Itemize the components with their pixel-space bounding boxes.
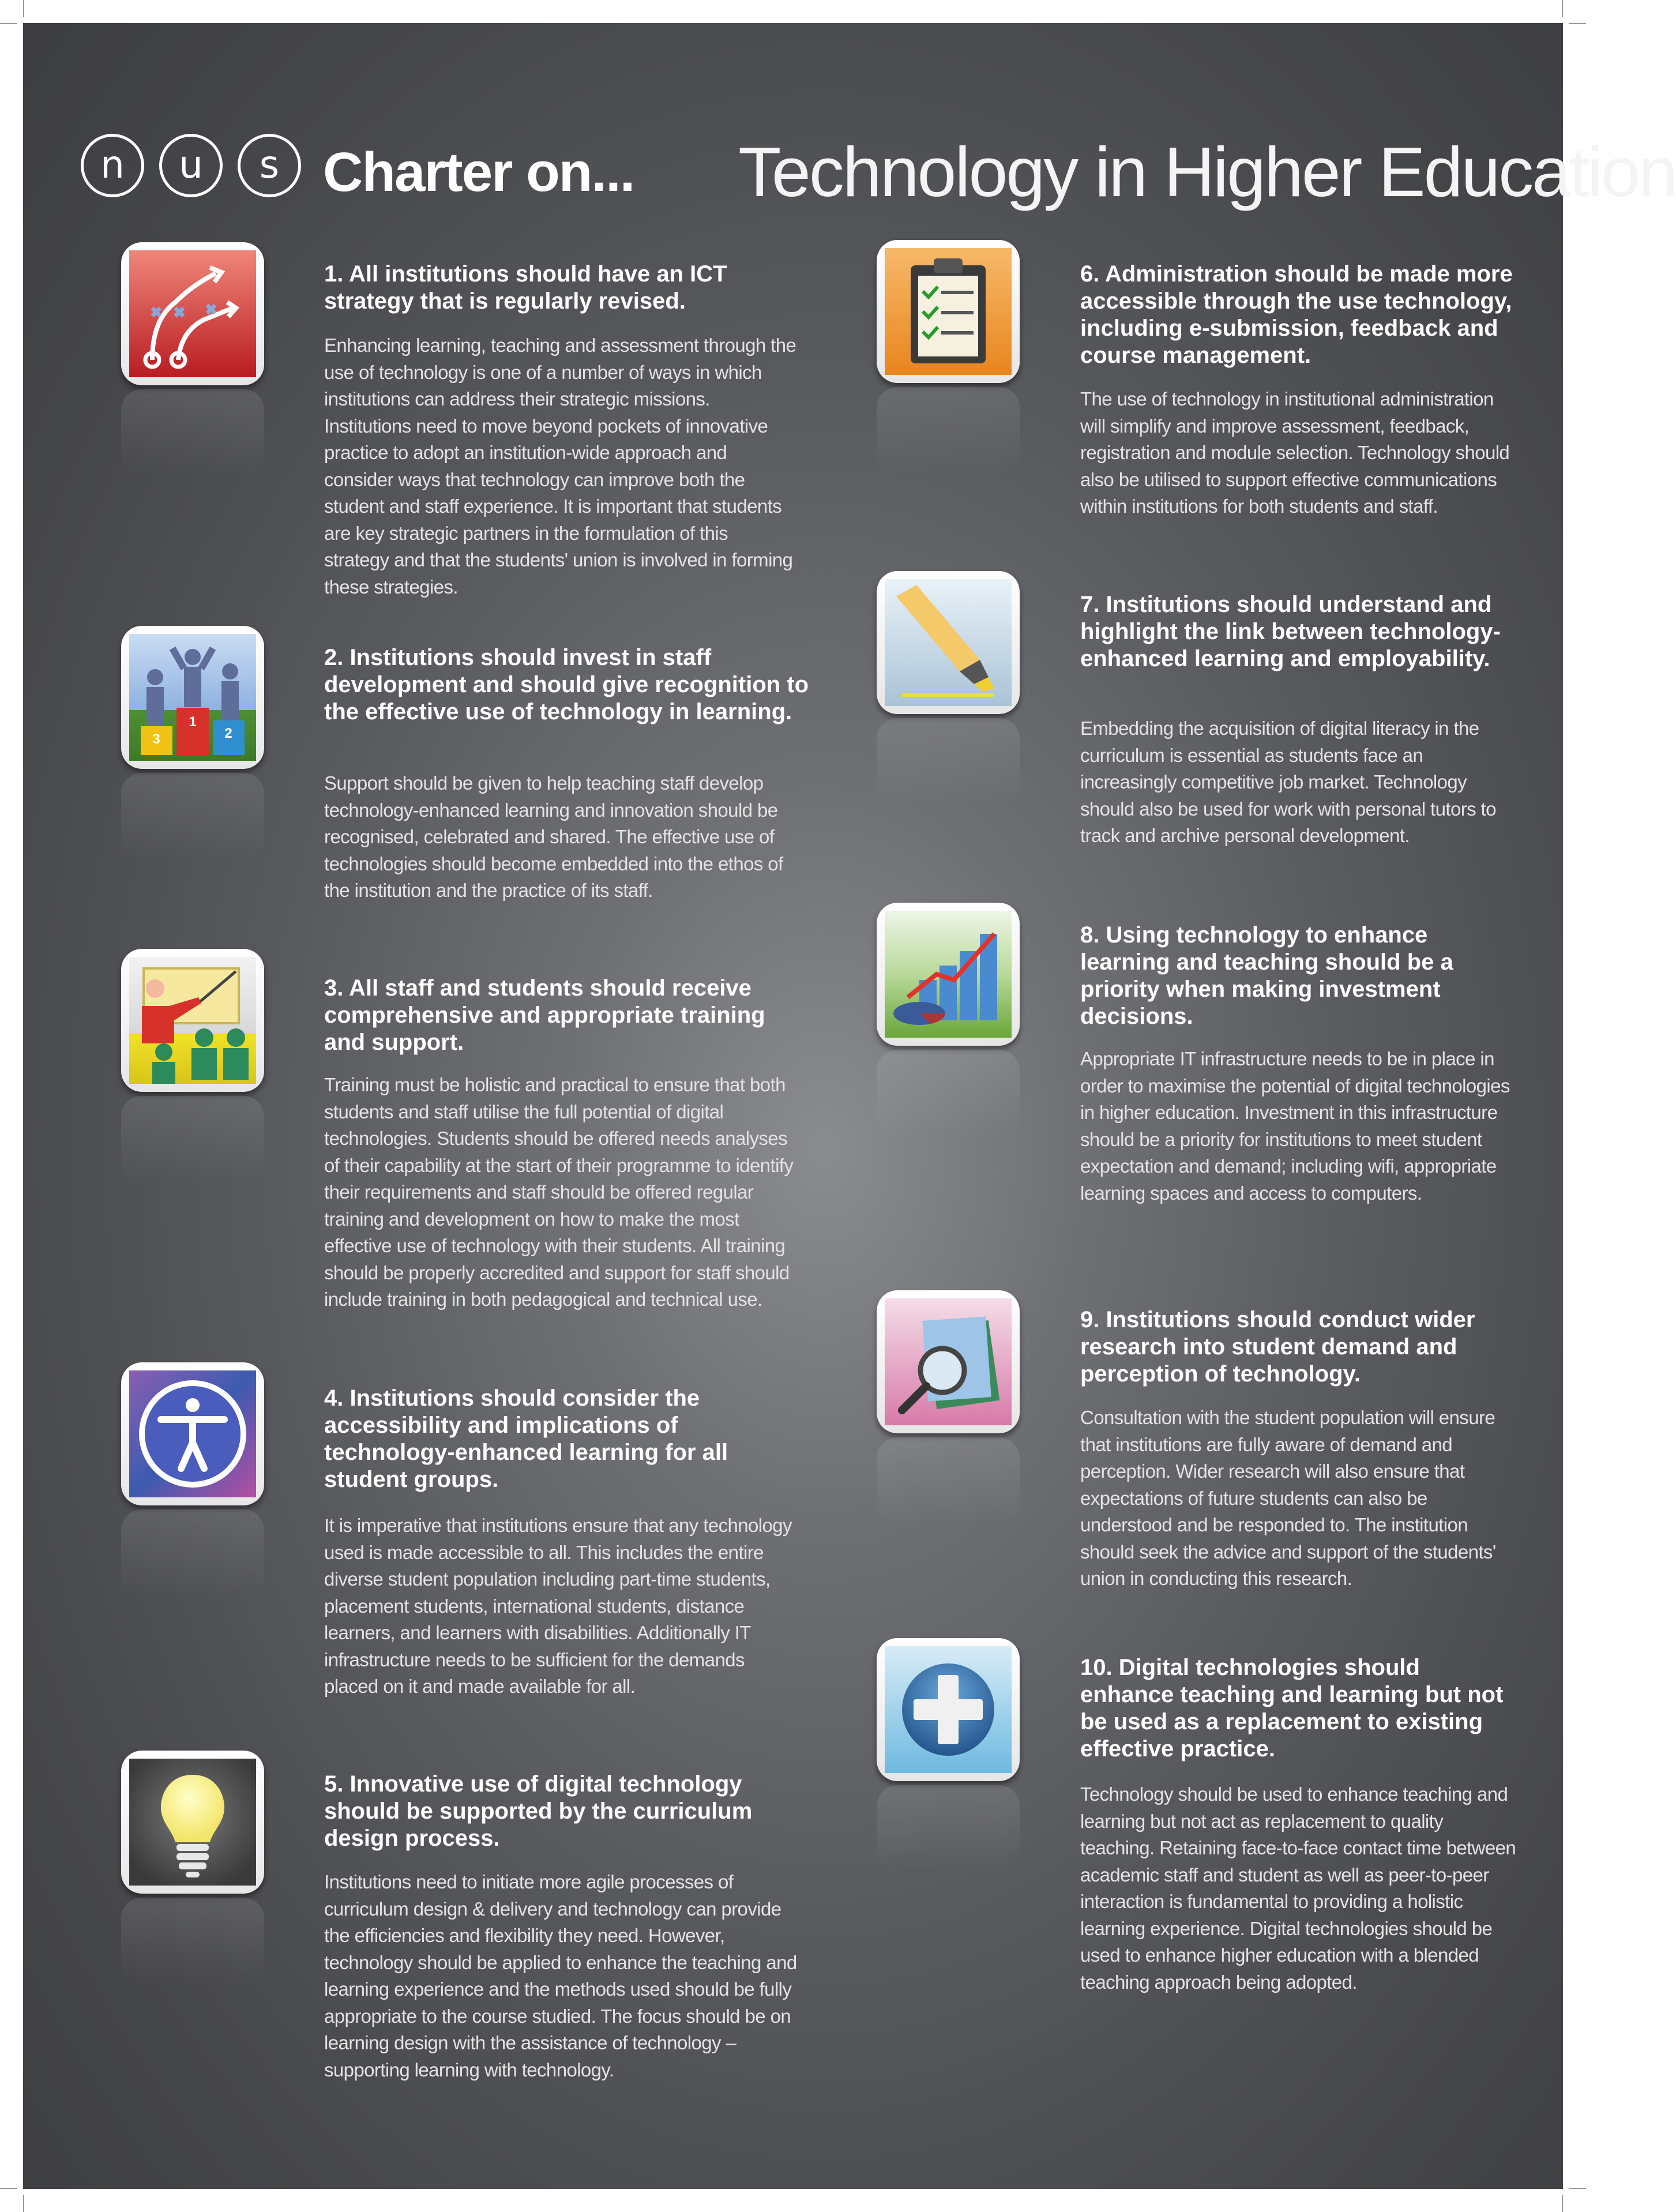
item-heading: 7. Institutions should understand and highlight the link between technology-enhanced learning and employability. [1080,592,1501,671]
title-bold: Charter on... [323,141,634,203]
magnifying-glass-research-icon [885,1298,1012,1425]
item-body: Consultation with the student population will ensure that institutions are fully aware of demand and perception. Wider research will also ensure that expectations of future students can also be understood and be responded to. The institution should seek the advice and support of the students' union in conducting this research. [1080,1407,1496,1589]
crop-mark [1562,2195,1563,2212]
poster [23,23,1676,2189]
item-body: Embedding the acquisition of digital literacy in the curriculum is essential as students face an increasingly competitive job market. Technology should also be used for work with personal tutors to track and archive personal development. [1080,718,1496,846]
icon-tile [877,1638,1020,1781]
item-heading: 5. Innovative use of digital technology should be supported by the curriculum design process. [324,1771,753,1851]
icon-reflection [877,1050,1020,1136]
crop-mark [0,2188,17,2189]
item-heading: 10. Digital technologies should enhance teaching and learning but not be used as a replacement to existing effective practice. [1080,1655,1504,1762]
item-body: It is imperative that institutions ensure that any technology used is made accessible to all. This includes the entire diverse student population including part-time students, placement students, international students, distance learners, and learners with disabilities. Additionally IT infrastructure needs to be sufficient for the demands placed on it and made available for all. [324,1515,792,1697]
icon-reflection [121,773,264,859]
growth-chart-icon [885,911,1012,1038]
icon-tile [877,1290,1020,1433]
plus-cross-icon [885,1646,1012,1773]
item-body: The use of technology in institutional administration will simplify and improve assessment, feedback, registration and module selection. Technology should also be utilised to support effective communications within institutions for both students and staff. [1080,388,1510,517]
icon-reflection [877,1785,1020,1872]
icon-tile [877,240,1020,383]
winners-podium-icon [129,634,256,761]
accessibility-person-icon [129,1370,256,1497]
title-light: Technology in Higher Education [738,133,1676,211]
podium-label-1: 1 [189,714,197,730]
crop-mark [1569,2188,1586,2189]
presenter-training-icon [129,957,256,1084]
header [81,108,1676,224]
item-body: Appropriate IT infrastructure needs to be in place in order to maximise the potential of digital technologies in higher education. Investment in this infrastructure should be a priority for institutions to meet student expectation and demand; including wifi, appropriate learning spaces and access to computers. [1080,1048,1510,1204]
icon-tile [121,949,264,1092]
icon-reflection [121,1096,264,1182]
icon-reflection [877,718,1020,805]
crop-mark [1569,23,1586,24]
icon-reflection [877,387,1020,474]
logo-letter-n: n [81,134,144,197]
icon-tile [121,1751,264,1894]
logo-letter-s: s [238,134,301,197]
item-heading: 8. Using technology to enhance learning and teaching should be a priority when making investment decisions. [1080,922,1453,1029]
icon-reflection [121,1898,264,1984]
icon-reflection [121,1509,264,1596]
icon-tile [877,571,1020,714]
item-body: Technology should be used to enhance teaching and learning but not act as replacement to quality teaching. Retaining face-to-face contact time between academic staff and student as well as peer-to-peer interaction is fundamental to providing a holistic learning experience. Digital technologies should be used to enhance higher education with a blended teaching approach being adopted. [1080,1783,1516,1993]
crop-mark [23,2195,24,2212]
icon-tile [121,1362,264,1505]
strategy-play-diagram-icon [129,250,256,377]
icon-tile [877,903,1020,1046]
item-heading: 3. All staff and students should receive comprehensive and appropriate training and support. [324,975,765,1055]
highlighter-pen-icon [885,579,1012,706]
logo-letter-u: u [159,134,223,197]
icon-tile [121,626,264,769]
item-heading: 1. All institutions should have an ICT strategy that is regularly revised. [324,261,727,314]
clipboard-checklist-icon [885,248,1012,375]
crop-mark [0,23,17,24]
item-heading: 9. Institutions should conduct wider research into student demand and perception of technology. [1080,1307,1475,1387]
item-body: Enhancing learning, teaching and assessment through the use of technology is one of a number of ways in which institutions can address their strategic missions. Institutions need to move beyond pockets of innovative practice to adopt an institution-wide approach and consider ways that technology can improve both the student and staff experience. It is important that students are key strategic partners in the formulation of this strategy and that the students' union is involved in forming these strategies. [324,335,796,598]
item-heading: 6. Administration should be made more accessible through the use technology, including e-submission, feedback and course management. [1080,261,1513,368]
item-heading: 4. Institutions should consider the accessibility and implications of technology-enhanced learning for all student groups. [324,1385,728,1492]
icon-reflection [121,389,264,476]
crop-mark [23,0,24,17]
item-body: Support should be given to help teaching staff develop technology-enhanced learning and innovation should be recognised, celebrated and shared. The effective use of technologies should become embedded into the ethos of the institution and the practice of its staff. [324,772,783,901]
item-heading: 2. Institutions should invest in staff development and should give recognition to the effective use of technology in learning. [324,645,809,724]
lightbulb-icon [129,1759,256,1886]
icon-reflection [877,1437,1020,1524]
icon-tile [121,242,264,385]
item-body: Institutions need to initiate more agile processes of curriculum design & delivery and technology can provide the efficiencies and flexibility they need. However, technology should be applied to enhance the teaching and learning experience and the methods used should be fully appropriate to the course studied. The focus should be on learning design with the assistance of technology – supporting learning with technology. [324,1871,797,2080]
podium-label-3: 3 [152,731,160,747]
crop-mark [1562,0,1563,17]
podium-label-2: 2 [224,726,232,741]
item-body: Training must be holistic and practical to ensure that both students and staff utilise the full potential of digital technologies. Students should be offered needs analyses of their capability at the start of their programme to identify their requirements and staff should be offered regular training and development on how to make the most effective use of technology with their students. All training should be properly accredited and support for staff should include training in both pedagogical and technical use. [324,1074,794,1310]
